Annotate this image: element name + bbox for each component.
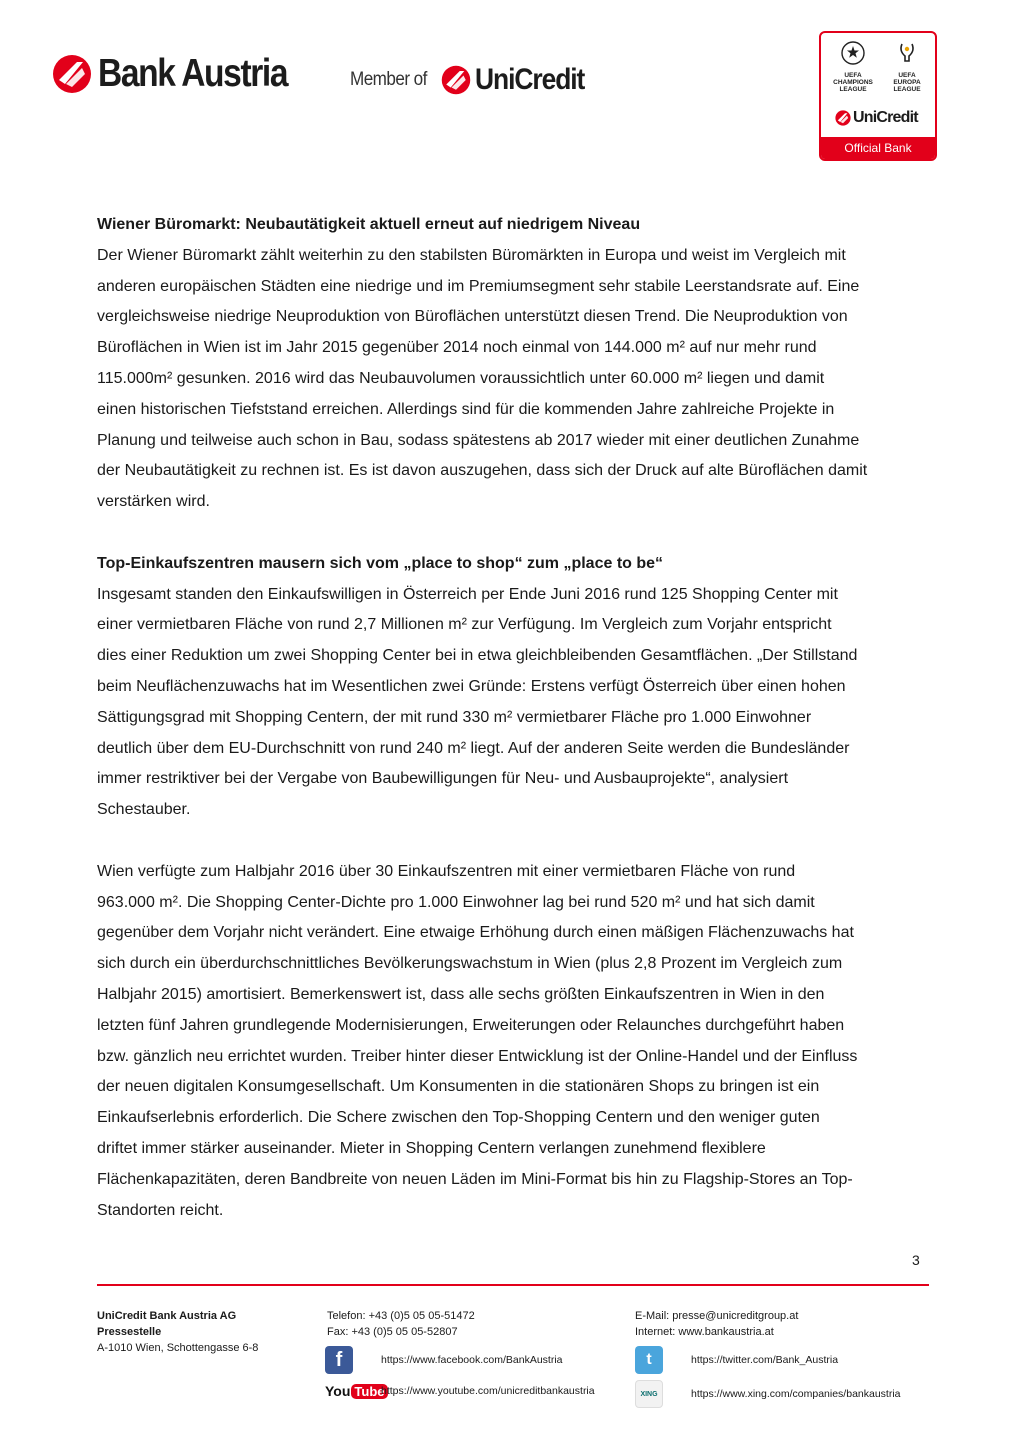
section-heading: Wiener Büromarkt: Neubautätigkeit aktuell erneut auf niedrigem Niveau	[97, 216, 641, 233]
section-bueromarkt	[97, 210, 897, 518]
text-line: der Neubautätigkeit zu rechnen ist. Es ist davon auszugehen, dass sich der Druck auf alte Büroflächen damit	[97, 462, 868, 480]
europa-trophy-icon	[895, 41, 919, 65]
text-line: Der Wiener Büromarkt zählt weiterhin zu den stabilsten Büromärkten in Europa und weist im Vergleich mit	[97, 246, 846, 264]
champions-league-logo	[829, 41, 877, 93]
text-line: Schestauber.	[97, 801, 191, 819]
el-line-1: UEFA	[898, 72, 916, 79]
xing-link[interactable]	[635, 1380, 901, 1408]
internet-address[interactable]: Internet: www.bankaustria.at	[635, 1326, 774, 1338]
twitter-link[interactable]	[635, 1346, 838, 1374]
section-heading: Top-Einkaufszentren mausern sich vom „place to shop“ zum „place to be“	[97, 554, 664, 572]
unicredit-emblem-icon	[441, 65, 471, 95]
text-line: Sättigungsgrad mit Shopping Centern, der mit rund 330 m² vermietbarer Fläche pro 1.000 Einwohner	[97, 708, 812, 726]
unicredit-emblem-icon	[835, 110, 851, 126]
cl-line-1: UEFA	[844, 72, 862, 79]
text-line: Büroflächen in Wien ist im Jahr 2015 gegenüber 2014 noch einmal von 144.000 m² auf nur mehr rund	[97, 339, 817, 357]
starball-icon	[841, 41, 865, 65]
twitter-url[interactable]: https://twitter.com/Bank_Austria	[691, 1354, 839, 1366]
youtube-link[interactable]	[325, 1380, 595, 1402]
unicredit-emblem-icon	[52, 54, 92, 94]
europa-league-logo	[883, 41, 931, 93]
el-line-2: EUROPA	[893, 79, 921, 86]
badge-unicredit-logo	[835, 109, 918, 127]
text-line: gegenüber dem Vorjahr nicht verändert. Eine etwaige Erhöhung durch einen mäßigen Flächenzuwachs hat	[97, 924, 854, 942]
section-wien-einkaufszentren	[97, 857, 897, 1227]
text-line: einen historischen Tiefststand erreichen. Allerdings sind für die kommenden Jahre zahlreiche Projekte in	[97, 400, 835, 418]
company-name: UniCredit Bank Austria AG	[97, 1310, 237, 1322]
text-line: anderen europäischen Städten eine niedrige und im Premiumsegment sehr stabile Leerstandsrate auf. Eine	[97, 277, 860, 295]
text-line: 963.000 m². Die Shopping Center-Dichte pro 1.000 Einwohner lag bei rund 520 m² und hat sich damit	[97, 893, 815, 911]
text-line: vergleichsweise niedrige Neuproduktion von Büroflächen unterstützt diesen Trend. Die Neuproduktion von	[97, 308, 848, 326]
company-address: A-1010 Wien, Schottengasse 6-8	[97, 1342, 259, 1354]
xing-icon: XING	[635, 1380, 663, 1408]
text-line: immer restriktiver bei der Vergabe von Baubewilligungen für Neu- und Ausbauprojekte“, analysiert	[97, 770, 789, 788]
footer-divider	[97, 1284, 929, 1286]
text-line: sich durch ein überdurchschnittliches Bevölkerungswachstum in Wien (plus 2,8 Prozent im Vergleich zum	[97, 955, 843, 973]
facebook-url[interactable]: https://www.facebook.com/BankAustria	[381, 1354, 563, 1366]
section-einkaufszentren	[97, 549, 897, 826]
footer-company-block	[97, 1308, 258, 1356]
text-line: der neuen digitalen Konsumgesellschaft. Um Konsumenten in die stationären Shops zu bringen ist ein	[97, 1078, 820, 1096]
text-line: beim Neuflächenzuwachs hat im Wesentlichen zwei Gründe: Erstens verfügt Österreich über einen hohen	[97, 677, 846, 695]
text-line: driftet immer stärker auseinander. Mieter in Shopping Centern verlangen zunehmend flexiblere	[97, 1139, 766, 1157]
member-of-label: Member of	[350, 69, 427, 90]
official-bank-badge	[819, 31, 937, 161]
parent-brand-name: UniCredit	[475, 63, 585, 96]
phone-number: Telefon: +43 (0)5 05 05-51472	[327, 1310, 475, 1322]
text-line: Insgesamt standen den Einkaufswilligen in Österreich per Ende Juni 2016 rund 125 Shopping Center mit	[97, 585, 838, 603]
text-line: 115.000m² gesunken. 2016 wird das Neubauvolumen voraussichtlich unter 60.000 m² liegen und damit	[97, 369, 825, 387]
text-line: Halbjahr 2015) amortisiert. Bemerkenswert ist, dass alle sechs größten Einkaufszentren in Wien in den	[97, 985, 825, 1003]
text-line: Standorten reicht.	[97, 1201, 224, 1219]
cl-line-3: LEAGUE	[839, 86, 867, 93]
text-line: Flächenkapazitäten, deren Bandbreite von neuen Läden im Mini-Format bis hin zu Flagship-Stores an Top-	[97, 1170, 853, 1188]
text-line: bzw. gänzlich neu errichtet wurden. Treiber hinter dieser Entwicklung ist der Online-Handel und der Einfluss	[97, 1047, 858, 1065]
text-line: Einkaufserlebnis erforderlich. Die Schere zwischen den Top-Shopping Centern und den weniger guten	[97, 1109, 820, 1127]
badge-sponsor-name: UniCredit	[853, 109, 918, 126]
facebook-icon: f	[325, 1346, 353, 1374]
youtube-url[interactable]: https://www.youtube.com/unicreditbankaustria	[381, 1385, 595, 1397]
text-line: verstärken wird.	[97, 493, 210, 511]
page-number: 3	[912, 1252, 920, 1268]
cl-line-2: CHAMPIONS	[833, 79, 873, 86]
official-bank-label: Official Bank	[821, 137, 935, 159]
article-body	[97, 210, 897, 1226]
youtube-icon: You Tube	[325, 1380, 373, 1402]
xing-url[interactable]: https://www.xing.com/companies/bankaustria	[691, 1388, 901, 1400]
text-line: Planung und teilweise auch schon in Bau, sodass spätestens ab 2017 wieder mit einer deutlichen Zunahme	[97, 431, 860, 449]
department-name: Pressestelle	[97, 1326, 162, 1338]
el-line-3: LEAGUE	[893, 86, 921, 93]
bank-austria-logo	[52, 52, 318, 96]
text-line: dies einer Reduktion um zwei Shopping Center bei in etwa gleichbleibenden Gesamtflächen. „Der Stillstand	[97, 647, 858, 665]
twitter-icon: t	[635, 1346, 663, 1374]
text-line: letzten fünf Jahren grundlegende Modernisierungen, Erweiterungen oder Relaunches durchgeführt haben	[97, 1016, 845, 1034]
text-line: deutlich über dem EU-Durchschnitt von rund 240 m² liegt. Auf der anderen Seite werden die Bundesländer	[97, 739, 850, 757]
member-of-unicredit	[350, 63, 600, 97]
text-line: Wien verfügte zum Halbjahr 2016 über 30 Einkaufszentren mit einer vermietbaren Fläche von rund	[97, 862, 796, 880]
footer-phone-block	[327, 1308, 475, 1340]
footer-contact-block	[635, 1308, 798, 1340]
brand-name: Bank Austria	[98, 52, 288, 95]
text-line: einer vermietbaren Fläche von rund 2,7 Millionen m² zur Verfügung. Im Vergleich zum Vorjahr entspricht	[97, 616, 832, 634]
facebook-link[interactable]	[325, 1346, 563, 1374]
fax-number: Fax: +43 (0)5 05 05-52807	[327, 1326, 458, 1338]
email-address[interactable]: E-Mail: presse@unicreditgroup.at	[635, 1310, 799, 1322]
